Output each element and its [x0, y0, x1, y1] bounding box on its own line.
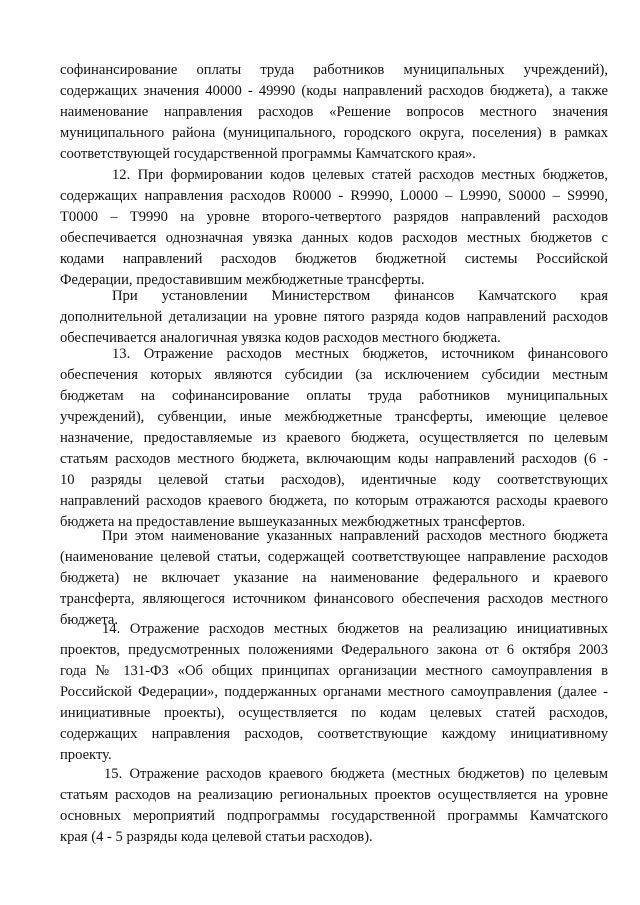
text-line: Федерации, предоставившим межбюджетные трансферты. [60, 272, 425, 288]
text-line: бюджета на предоставление вышеуказанных межбюджетных трансфертов. [60, 514, 526, 530]
text-line: учреждений), субвенции, иные межбюджетные трансферты, имеющие целевое [60, 409, 608, 425]
text-line: бюджета. [60, 612, 119, 628]
text-line: обеспечивается однозначная увязка данных кодов расходов местных бюджетов с [60, 230, 608, 246]
text-line: проекту. [60, 747, 112, 763]
text-line: содержащих значения 40000 - 49990 (коды направлений расходов бюджета), а также [60, 83, 608, 99]
text-line: софинансирование оплаты труда работников муниципальных учреждений), [60, 62, 608, 78]
text-line: бюджетам на софинансирование оплаты труда работников муниципальных [60, 388, 608, 404]
text-line: Российской Федерации», поддержанных органами местного самоуправления (далее - [60, 684, 608, 700]
text-line: содержащих направления расходов, соответствующие каждому инициативному [60, 726, 608, 742]
text-line: 12. При формировании кодов целевых статей расходов местных бюджетов, [112, 167, 608, 183]
text-line: 14. Отражение расходов местных бюджетов на реализацию инициативных [102, 621, 608, 637]
paragraph-continuation [60, 60, 608, 165]
text-line: 15. Отражение расходов краевого бюджета (местных бюджетов) по целевым [104, 766, 608, 782]
text-line: направлений расходов краевого бюджета, по которым отражаются расходы краевого [60, 493, 608, 509]
text-line: года № 131-ФЗ «Об общих принципах организации местного самоуправления в [60, 663, 608, 679]
text-line: соответствующей государственной программы Камчатского края». [60, 146, 476, 162]
text-line: содержащих направления расходов R0000 - R9990, L0000 – L9990, S0000 – S9990, [60, 188, 608, 204]
text-line: статьям расходов местного бюджета, включающим коды направлений расходов (6 - [60, 451, 608, 467]
text-line: бюджета) не включает указание на наименование федерального и краевого [60, 570, 608, 586]
text-line: кодами направлений расходов бюджетов бюджетной системы Российской [60, 251, 608, 267]
paragraph-15 [60, 764, 608, 848]
text-line: статьям расходов на реализацию региональных проектов осуществляется на уровне [60, 787, 608, 803]
text-line: края (4 - 5 разряды кода целевой статьи расходов). [60, 829, 373, 845]
paragraph-13-b [60, 526, 608, 631]
text-line: трансферта, являющегося источником финансового обеспечения расходов местного [60, 591, 608, 607]
text-line: обеспечивается аналогичная увязка кодов расходов местного бюджета. [60, 330, 501, 346]
text-line: При установлении Министерством финансов Камчатского края [112, 288, 608, 304]
paragraph-13 [60, 344, 608, 533]
paragraph-12 [60, 165, 608, 291]
text-line: 13. Отражение расходов местных бюджетов, источником финансового [112, 346, 608, 362]
text-line: проектов, предусмотренных положениями Федерального закона от 6 октября 2003 [60, 642, 608, 658]
text-line: обеспечения которых являются субсидии (за исключением субсидии местным [60, 367, 608, 383]
paragraph-12-b [60, 286, 608, 349]
text-line: основных мероприятий подпрограммы государственной программы Камчатского [60, 808, 608, 824]
text-line: муниципального района (муниципального, городского округа, поселения) в рамках [60, 125, 608, 141]
text-line: Т0000 – Т9990 на уровне второго-четвертого разрядов направлений расходов [60, 209, 608, 225]
text-line: инициативные проекты), осуществляется по кодам целевых статей расходов, [60, 705, 608, 721]
text-line: (наименование целевой статьи, содержащей соответствующее направление расходов [60, 549, 608, 565]
text-line: 10 разряды целевой статьи расходов), идентичные коду соответствующих [60, 472, 608, 488]
text-line: дополнительной детализации на уровне пятого разряда кодов направлений расходов [60, 309, 608, 325]
text-line: наименование направления расходов «Решение вопросов местного значения [60, 104, 608, 120]
paragraph-14 [60, 619, 608, 766]
text-line: При этом наименование указанных направлений расходов местного бюджета [102, 528, 608, 544]
text-line: назначение, предоставляемые из краевого бюджета, осуществляется по целевым [60, 430, 608, 446]
